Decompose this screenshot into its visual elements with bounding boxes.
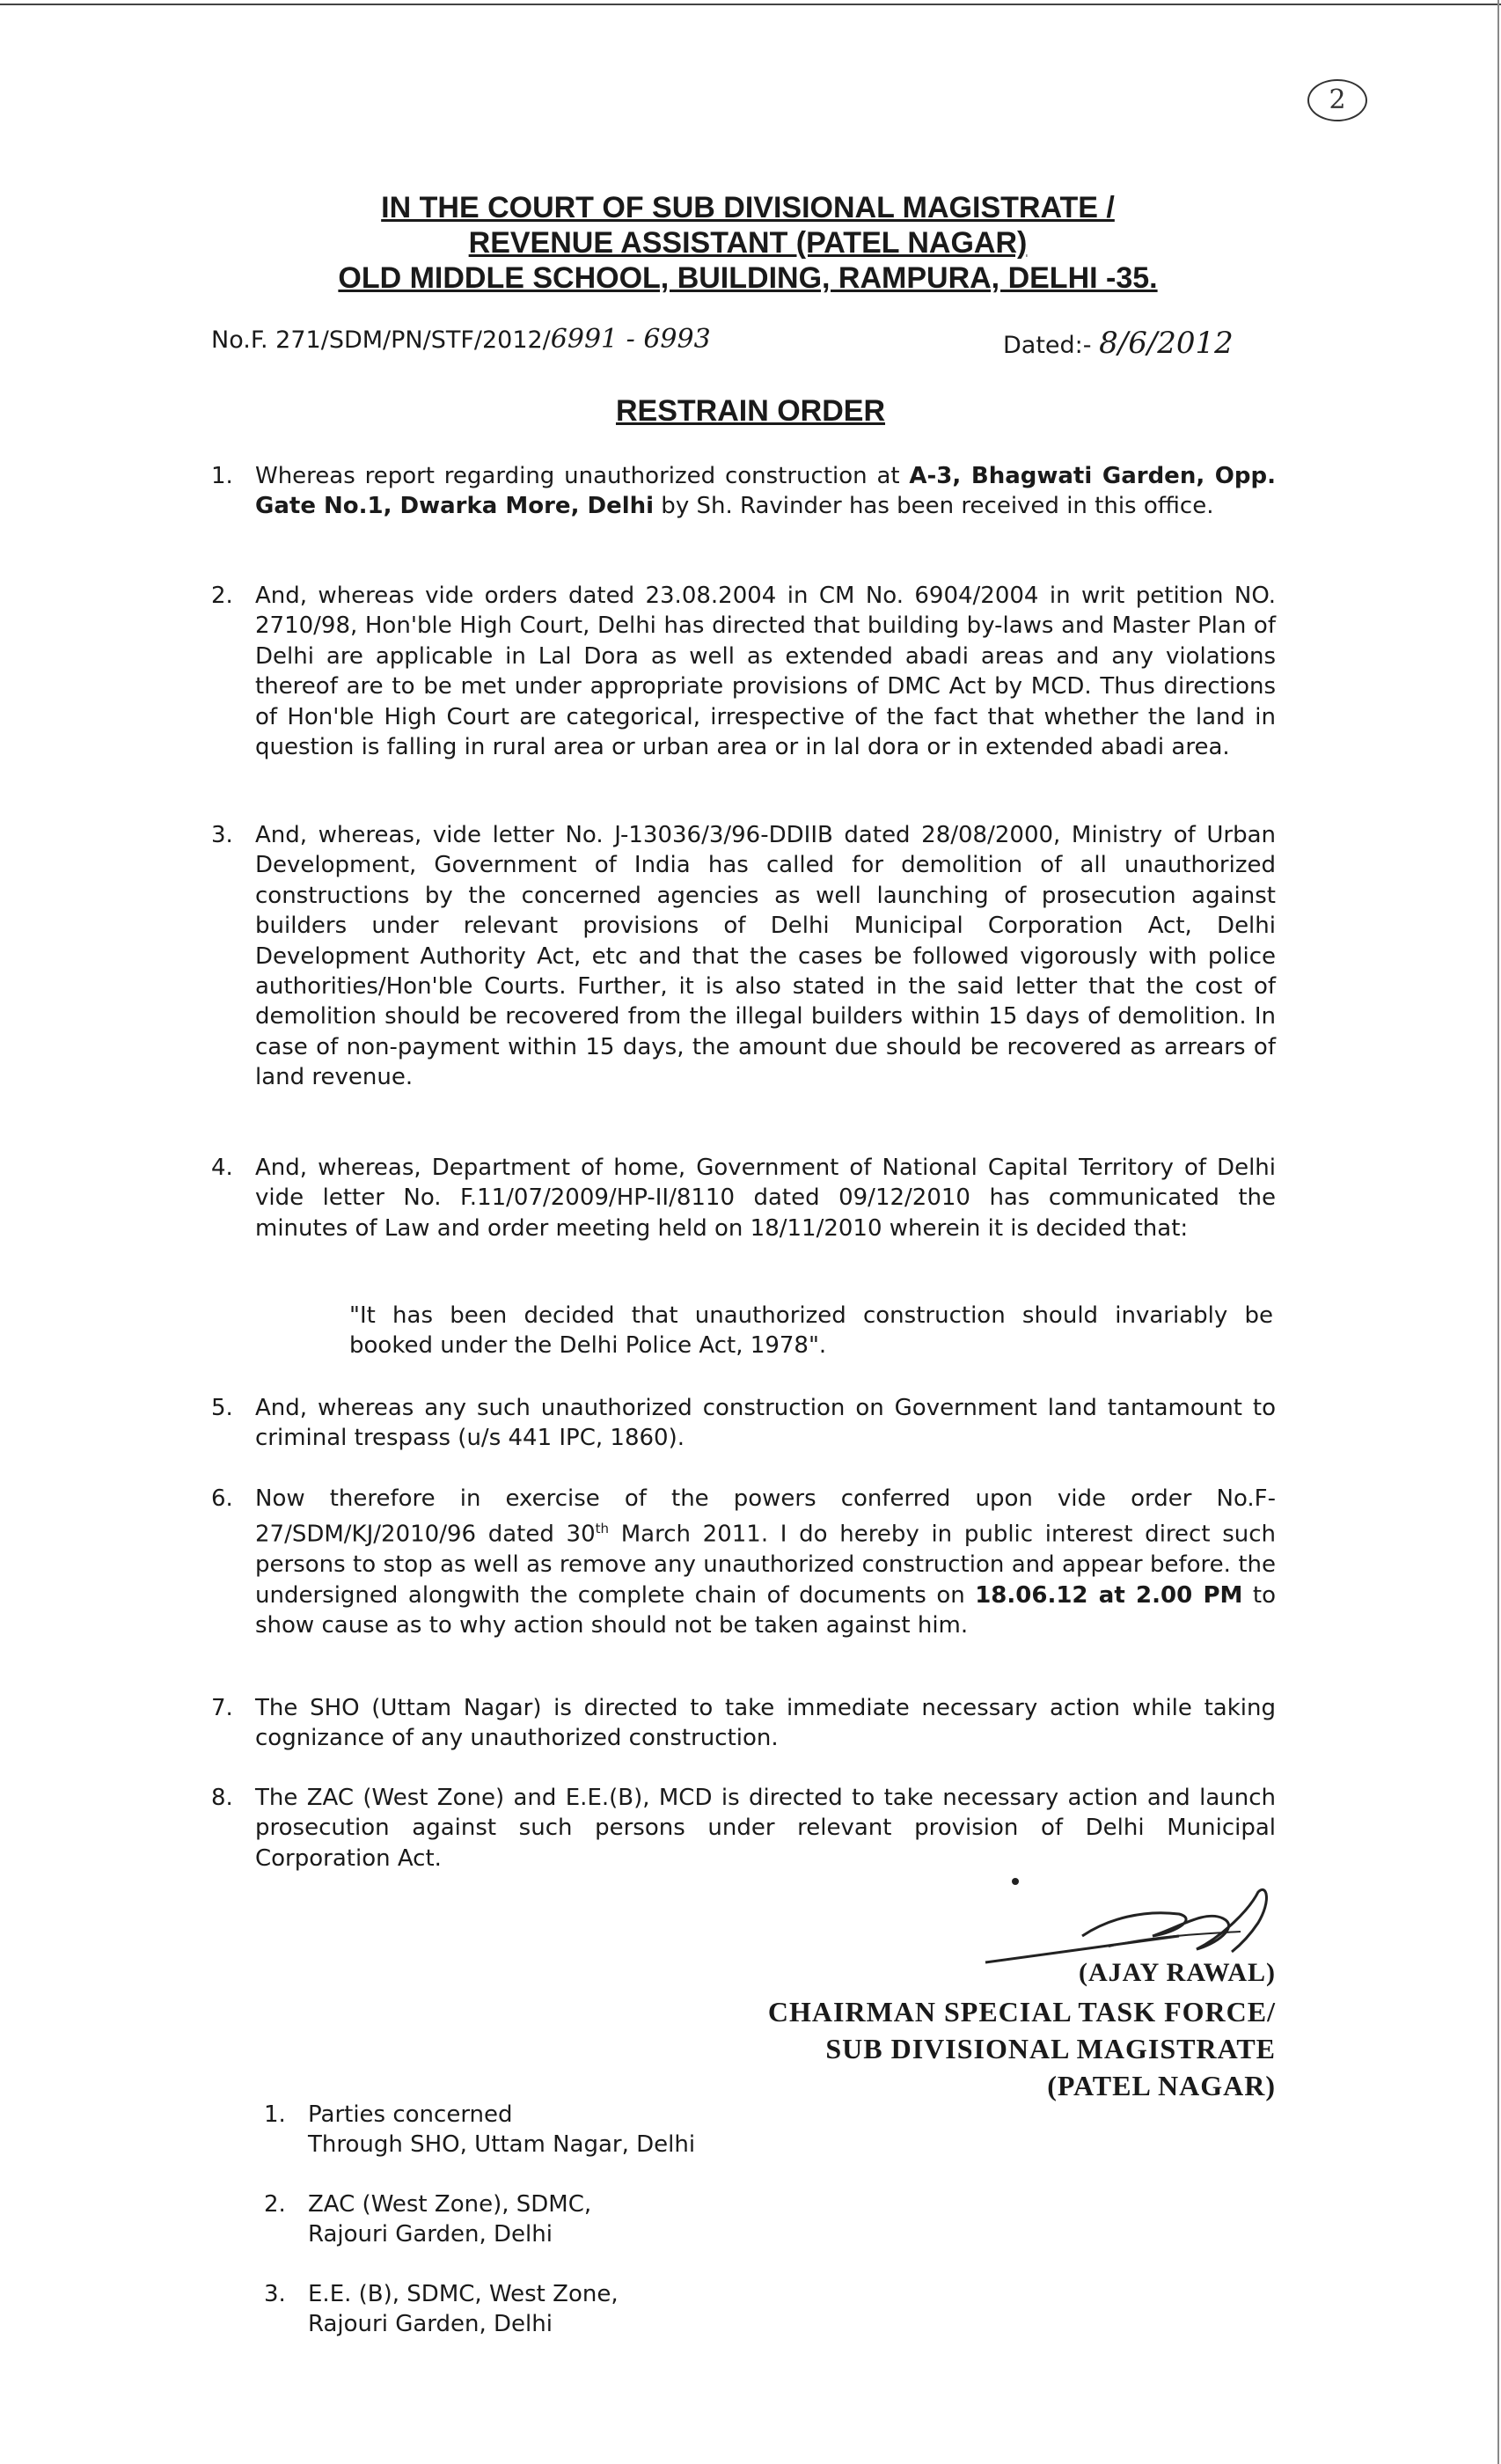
dated-label: Dated:- xyxy=(1003,332,1092,359)
copy-to-item xyxy=(264,2279,924,2339)
copy-line: Rajouri Garden, Delhi xyxy=(308,2311,553,2337)
paragraph-text: The ZAC (West Zone) and E.E.(B), MCD is directed to take necessary action and launch prosecution against such persons under relevant provision of Delhi Municipal Corporation Act. xyxy=(255,1785,1276,1872)
signatory-name: (AJAY RAWAL) xyxy=(1079,1958,1276,1987)
paragraph-6 xyxy=(211,1484,1277,1641)
paragraph-text: Whereas report regarding unauthorized construction at xyxy=(255,463,910,489)
paragraph-text: by Sh. Ravinder has been received in this office. xyxy=(654,493,1214,520)
copy-to-item xyxy=(264,2100,924,2160)
file-number-handwritten: 6991 - 6993 xyxy=(550,324,711,355)
paragraph-number: 4. xyxy=(211,1155,233,1181)
quoted-decision: "It has been decided that unauthorized construction should invariably be booked under the Delhi Police Act, 1978". xyxy=(349,1302,1273,1360)
paragraph-2 xyxy=(211,581,1276,762)
court-header-line3: OLD MIDDLE SCHOOL, BUILDING, RAMPURA, DELHI -35. xyxy=(338,261,1158,295)
scan-right-edge xyxy=(1497,0,1499,2464)
paragraph-number: 6. xyxy=(211,1485,233,1512)
paragraph-text: And, whereas vide orders dated 23.08.2004 in CM No. 6904/2004 in writ petition NO. 2710/98, Hon'ble High Court, Delhi has directed that building by-laws and Master Plan of Delhi are applicable in Lal Dora as well as extended abadi areas and any violations thereof are to be met under appropriate provisions of DMC Act by MCD. Thus directions of Hon'ble High Court are categorical, irrespective of the fact that whether the land in question is falling in rural area or urban area or in lal dora or in extended abadi area. xyxy=(255,583,1276,761)
copy-to-item xyxy=(264,2189,924,2249)
signatory-designation-2: SUB DIVISIONAL MAGISTRATE xyxy=(825,2033,1276,2064)
copy-line: Rajouri Garden, Delhi xyxy=(308,2221,553,2248)
superscript-th: th xyxy=(595,1521,610,1537)
page-number-mark: 2 xyxy=(1307,79,1367,121)
paragraph-text: And, whereas any such unauthorized construction on Government land tantamount to criminal trespass (u/s 441 IPC, 1860). xyxy=(255,1395,1276,1452)
copy-number: 1. xyxy=(264,2101,286,2128)
dated-field xyxy=(1003,326,1234,361)
paragraph-7 xyxy=(211,1693,1276,1754)
scan-top-edge xyxy=(0,4,1501,5)
paragraph-text: And, whereas, vide letter No. J-13036/3/96-DDIIB dated 28/08/2000, Ministry of Urban Development, Government of India has called for demolition of all unauthorized constructions by the concerned agencies as well launching of prosecution against builders under relevant provisions of Delhi Municipal Corporation Act, Delhi Development Authority Act, etc and that the cases be followed vigorously with police authorities/Hon'ble Courts. Further, it is also stated in the said letter that the cost of demolition should be recovered from the illegal builders within 15 days of demolition. In case of non-payment within 15 days, the amount due should be recovered as arrears of land revenue. xyxy=(255,822,1276,1091)
paragraph-8 xyxy=(211,1783,1276,1874)
copy-line: E.E. (B), SDMC, West Zone, xyxy=(308,2281,619,2307)
paragraph-4 xyxy=(211,1153,1276,1243)
order-title: RESTRAIN ORDER xyxy=(615,394,886,428)
court-header-line1: IN THE COURT OF SUB DIVISIONAL MAGISTRATE / xyxy=(381,191,1115,224)
paragraph-text: The SHO (Uttam Nagar) is directed to take immediate necessary action while taking cognizance of any unauthorized construction. xyxy=(255,1695,1276,1752)
paragraph-text: to show cause as to why action should not be taken against him. xyxy=(255,1581,1276,1639)
paragraph-number: 1. xyxy=(211,463,233,489)
paragraph-number: 2. xyxy=(211,583,233,609)
copy-number: 2. xyxy=(264,2191,286,2218)
paragraph-3 xyxy=(211,820,1276,1093)
hearing-date-time: 18.06.12 at 2.00 PM xyxy=(975,1581,1243,1609)
paragraph-number: 8. xyxy=(211,1785,233,1811)
copy-number: 3. xyxy=(264,2281,286,2307)
dated-handwritten: 8/6/2012 xyxy=(1099,326,1234,361)
paragraph-text: March 2011. I do hereby in public interest direct such persons to stop as well as remove any unauthorized construction and appear before. the undersigned alongwith the complete chain of documents on xyxy=(255,1522,1277,1609)
signatory-designation-1: CHAIRMAN SPECIAL TASK FORCE/ xyxy=(767,1996,1276,2028)
copy-line: ZAC (West Zone), SDMC, xyxy=(308,2191,592,2218)
paragraph-text: Now therefore in exercise of the powers conferred upon vide order No.F-27/SDM/KJ/2010/96 dated 30 xyxy=(255,1485,1276,1549)
paragraph-number: 5. xyxy=(211,1395,233,1421)
paragraph-5 xyxy=(211,1393,1276,1454)
file-number xyxy=(211,324,711,355)
signatory-designation-3: (PATEL NAGAR) xyxy=(1047,2070,1276,2101)
paragraph-text: And, whereas, Department of home, Government of National Capital Territory of Delhi vide letter No. F.11/07/2009/HP-II/8110 dated 09/12/2010 has communicated the minutes of Law and order meeting held on 18/11/2010 wherein it is decided that: xyxy=(255,1155,1276,1242)
file-number-printed: No.F. 271/SDM/PN/STF/2012/ xyxy=(211,326,551,354)
copy-line: Through SHO, Uttam Nagar, Delhi xyxy=(308,2131,696,2158)
copy-line: Parties concerned xyxy=(308,2101,513,2128)
paragraph-number: 7. xyxy=(211,1695,233,1721)
court-header-line2: REVENUE ASSISTANT (PATEL NAGAR) xyxy=(468,226,1028,260)
paragraph-1 xyxy=(211,461,1277,522)
paragraph-number: 3. xyxy=(211,822,233,848)
paragraph-bold-address: A-3, Bhagwati Garden, Opp. Gate No.1, Dwarka More, Delhi xyxy=(255,463,1277,520)
